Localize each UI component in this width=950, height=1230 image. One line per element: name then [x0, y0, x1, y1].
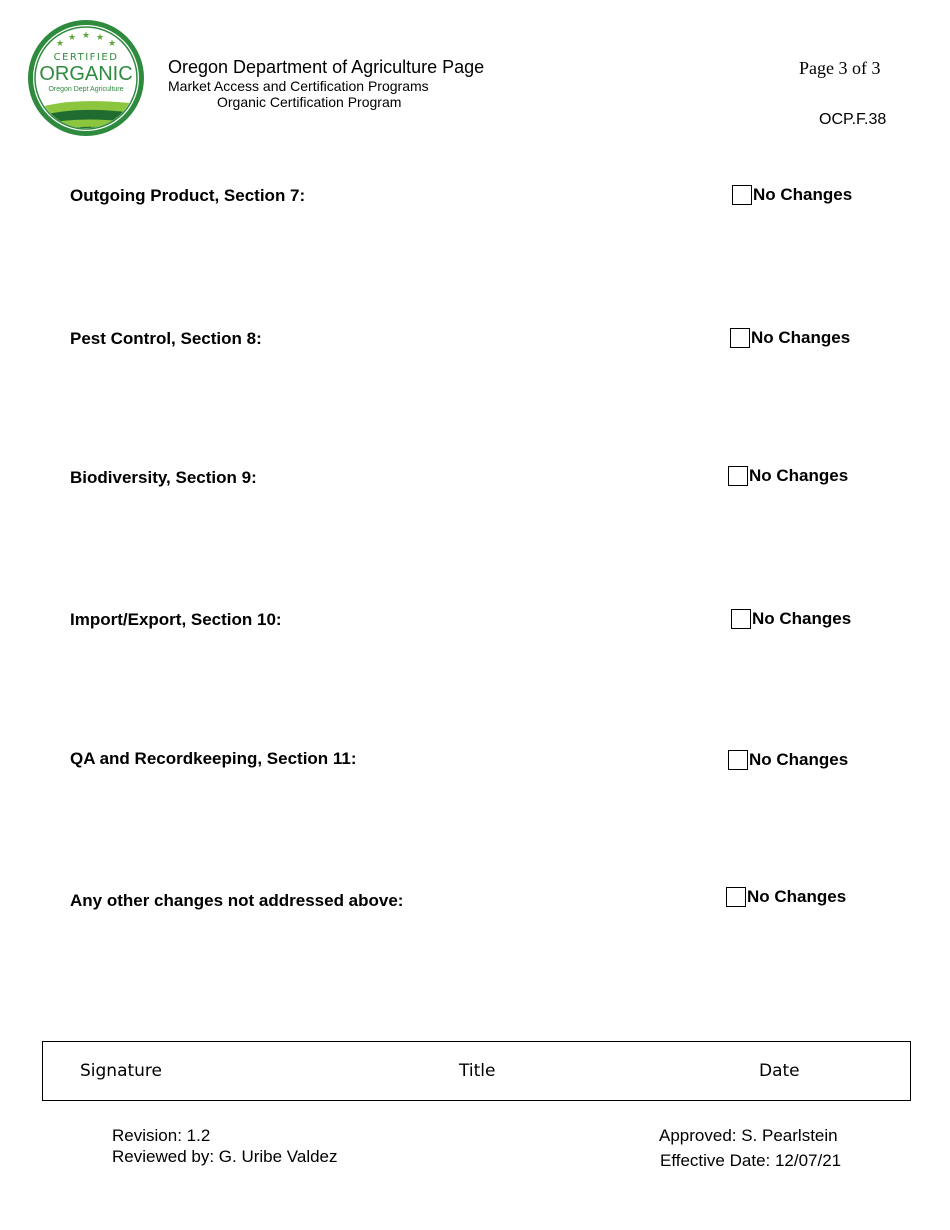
effective-date: Effective Date: 12/07/21 [660, 1151, 842, 1170]
header-title: Oregon Department of Agriculture Page [168, 57, 485, 77]
header-subtitle-organic: Organic Certification Program [217, 94, 402, 110]
section-pest-control-no-changes[interactable] [730, 328, 850, 348]
no-changes-label: No Changes [752, 609, 852, 628]
certified-organic-logo [27, 18, 145, 138]
section-qa-recordkeeping-label: QA and Recordkeeping, Section 11: [70, 749, 357, 768]
section-import-export-label: Import/Export, Section 10: [70, 610, 282, 629]
no-changes-label: No Changes [747, 887, 847, 906]
section-biodiversity-label: Biodiversity, Section 9: [70, 468, 257, 487]
no-changes-checkbox[interactable] [728, 750, 748, 770]
section-import-export-no-changes[interactable] [731, 609, 851, 629]
page-number: Page 3 of 3 [799, 58, 881, 78]
section-pest-control-label: Pest Control, Section 8: [70, 329, 262, 348]
section-qa-recordkeeping-no-changes[interactable] [728, 750, 848, 770]
svg-text:★: ★ [95, 33, 105, 43]
section-other-changes-no-changes[interactable] [726, 887, 846, 907]
no-changes-checkbox[interactable] [730, 328, 750, 348]
approved-by: Approved: S. Pearlstein [659, 1126, 838, 1145]
no-changes-label: No Changes [751, 328, 851, 347]
svg-text:★: ★ [67, 33, 77, 43]
no-changes-checkbox[interactable] [731, 609, 751, 629]
form-code: OCP.F.38 [819, 111, 887, 128]
header-subtitle-programs: Market Access and Certification Programs [168, 78, 429, 94]
title-field[interactable]: Title [459, 1061, 496, 1081]
section-outgoing-product-no-changes[interactable] [732, 185, 852, 205]
section-other-changes-label: Any other changes not addressed above: [70, 891, 404, 910]
signature-field[interactable]: Signature [80, 1061, 163, 1081]
section-outgoing-product-label: Outgoing Product, Section 7: [70, 186, 306, 205]
no-changes-label: No Changes [749, 750, 849, 769]
date-field[interactable]: Date [759, 1061, 800, 1081]
logo-top-text: CERTIFIED [53, 52, 119, 63]
no-changes-checkbox[interactable] [728, 466, 748, 486]
no-changes-checkbox[interactable] [726, 887, 746, 907]
logo-seal-icon [27, 18, 145, 138]
logo-main-text: ORGANIC [39, 63, 133, 85]
no-changes-label: No Changes [749, 466, 849, 485]
no-changes-label: No Changes [753, 185, 853, 204]
svg-text:★: ★ [107, 39, 117, 49]
svg-text:★: ★ [81, 31, 91, 41]
logo-sub-text: Oregon Dept Agriculture [48, 86, 124, 93]
reviewed-by: Reviewed by: G. Uribe Valdez [112, 1147, 338, 1166]
revision: Revision: 1.2 [112, 1126, 211, 1145]
svg-text:★: ★ [55, 39, 65, 49]
section-biodiversity-no-changes[interactable] [728, 466, 848, 486]
no-changes-checkbox[interactable] [732, 185, 752, 205]
